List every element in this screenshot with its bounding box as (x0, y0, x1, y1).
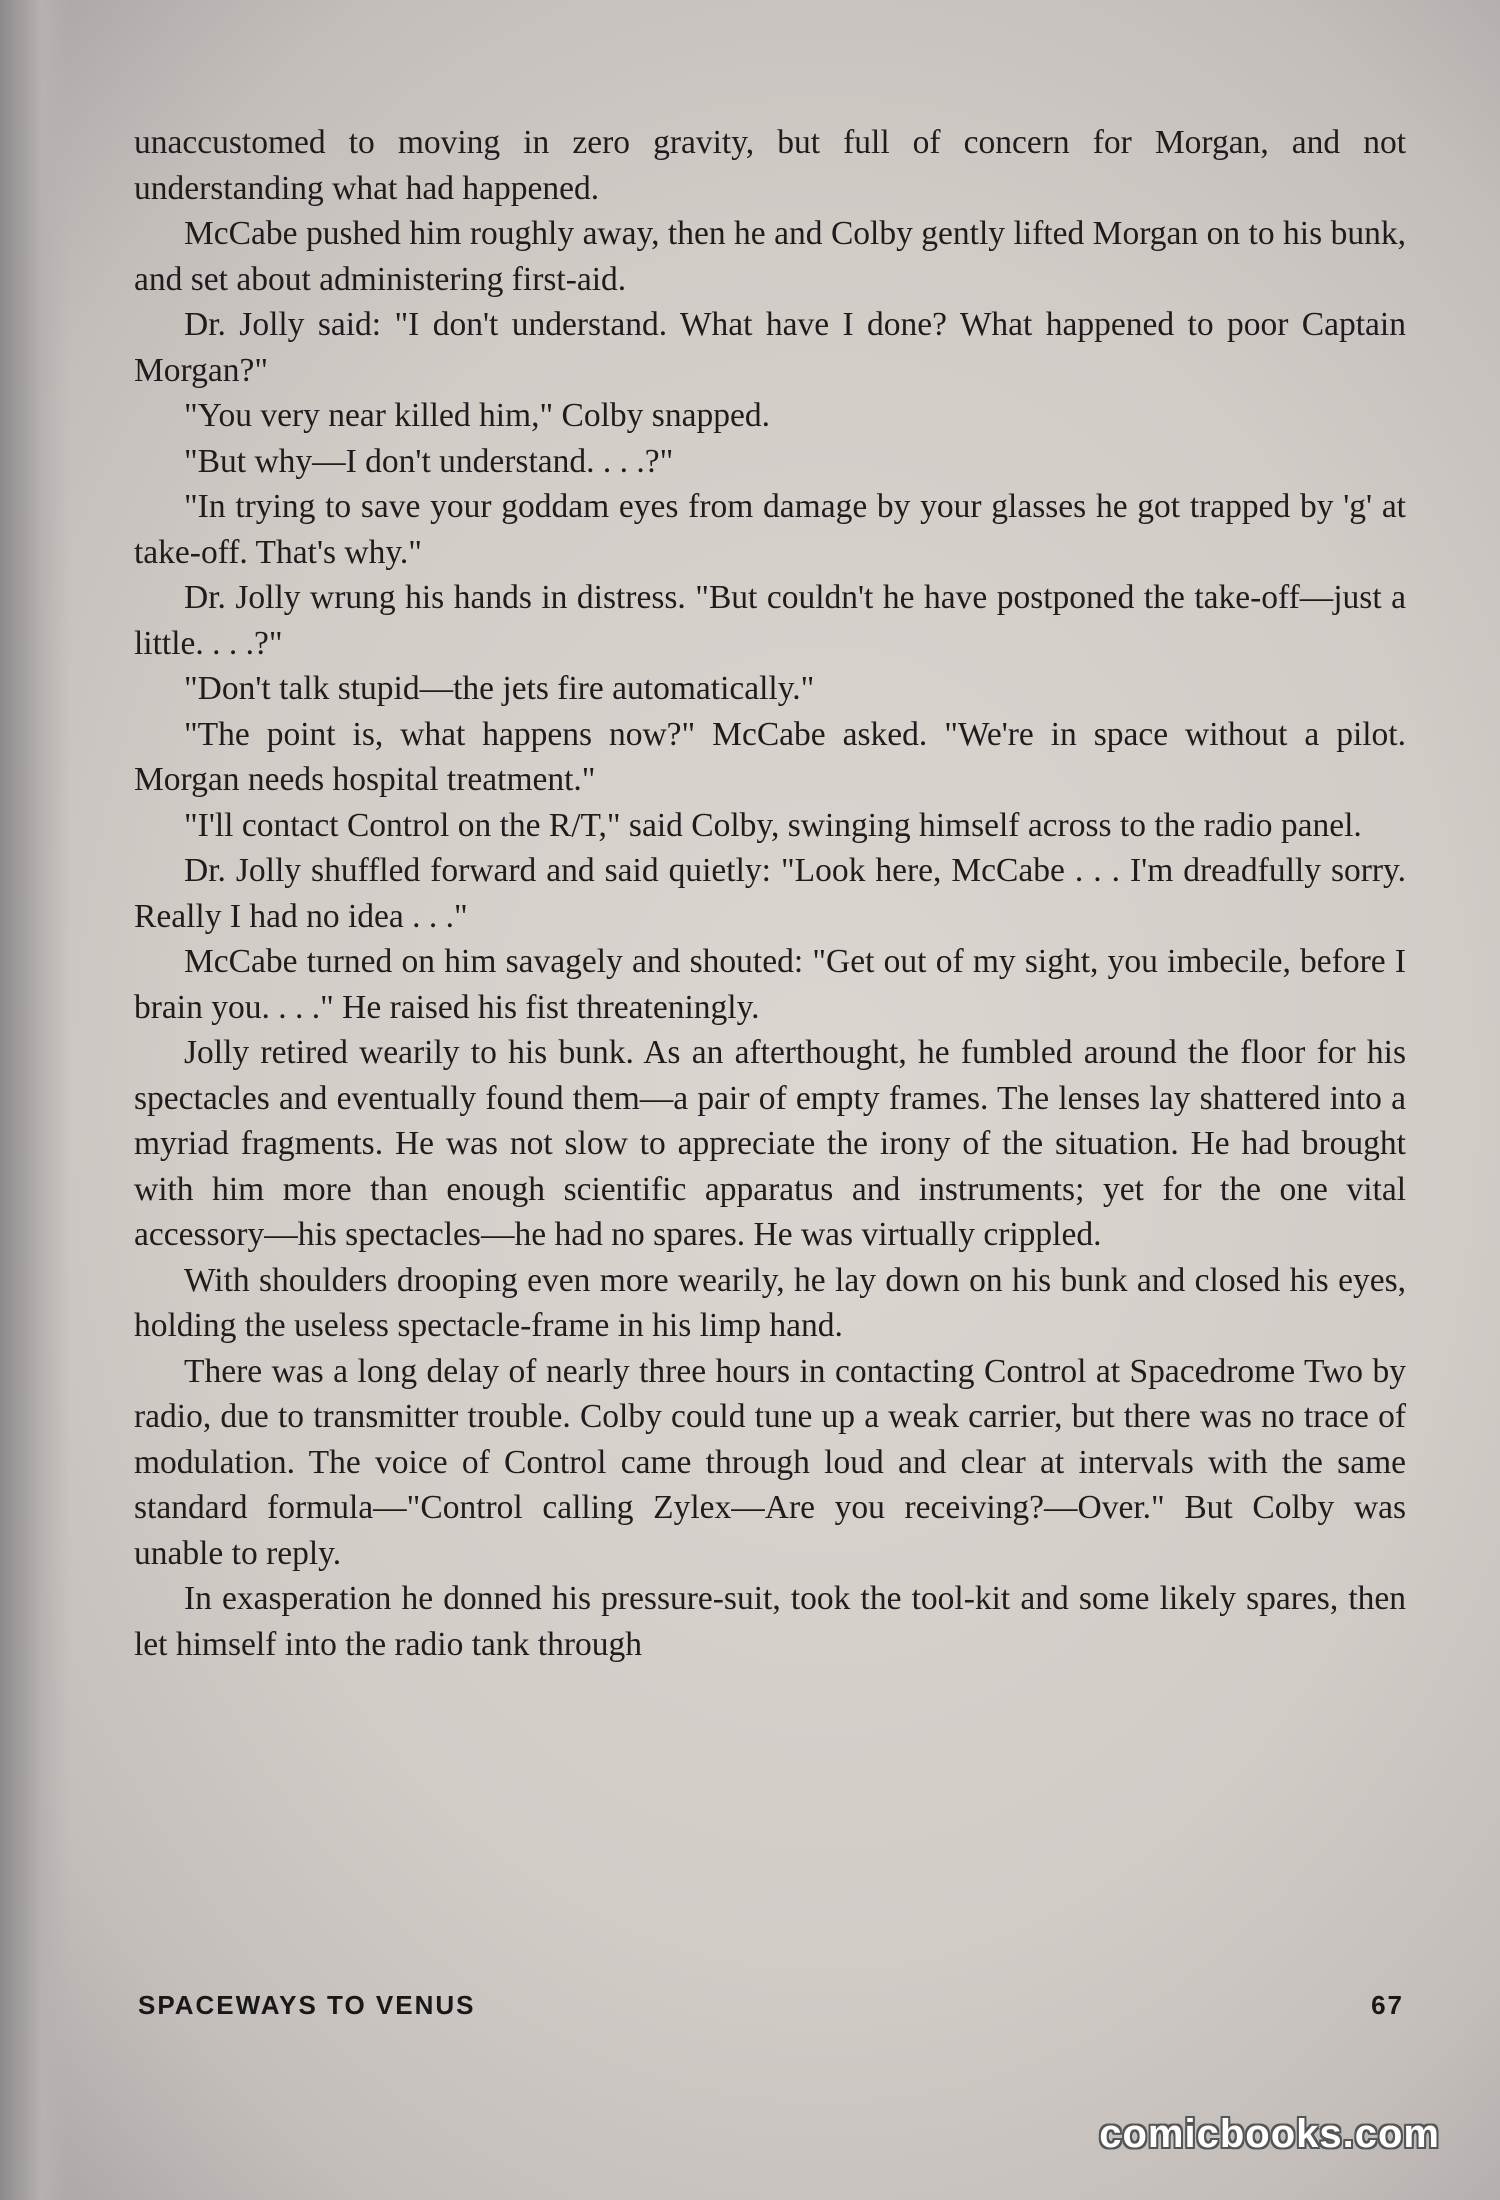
paragraph-15: There was a long delay of nearly three hours in contacting Control at Spacedrome Two by radio, due to transmitter trouble. Colby could tune up a weak carrier, but there was no trace of modulation. The voice of Control came through loud and clear at intervals with the same standard formula—"Control calling Zylex—Are you receiving?—Over." But Colby was unable to reply. (134, 1352, 1406, 1572)
paragraph-7: Dr. Jolly wrung his hands in distress. "But couldn't he have postponed the take-off—just a little. . . .?" (134, 579, 1406, 662)
paragraph-2: McCabe pushed him roughly away, then he and Colby gently lifted Morgan on to his bunk, and set about administering first-aid. (134, 215, 1406, 298)
paragraph-4: "You very near killed him," Colby snapped. (184, 397, 770, 434)
paragraph-10: "I'll contact Control on the R/T," said Colby, swinging himself across to the radio panel. (184, 806, 1362, 844)
paragraph-5: "But why—I don't understand. . . .?" (184, 442, 674, 480)
watermark: comicbooks.com (1099, 2112, 1440, 2156)
paragraph-14: With shoulders drooping even more wearily, he lay down on his bunk and closed his eyes, holding the useless spectacle-frame in his limp hand. (134, 1261, 1406, 1344)
running-title: SPACEWAYS TO VENUS (138, 1990, 476, 2020)
paragraph-12: McCabe turned on him savagely and shouted: "Get out of my sight, you imbecile, before I brain you. . . ." He raised his fist threateningly. (134, 943, 1406, 1026)
paragraph-3: Dr. Jolly said: "I don't understand. What have I done? What happened to poor Captain Morgan?" (134, 306, 1406, 389)
paragraph-13: Jolly retired wearily to his bunk. As an afterthought, he fumbled around the floor for his spectacles and eventually found them—a pair of empty frames. The lenses lay shattered into a myriad fragments. He was not slow to appreciate the irony of the situation. He had brought with him more than enough scientific apparatus and instruments; yet for the one vital accessory—his spectacles—he had no spares. He was virtually crippled. (134, 1034, 1406, 1253)
paragraph-6: "In trying to save your goddam eyes from damage by your glasses he got trapped by 'g' at take-off. That's why." (134, 488, 1406, 571)
body-text (134, 120, 1406, 1667)
page-number: 67 (1371, 1990, 1404, 2020)
paragraph-11: Dr. Jolly shuffled forward and said quietly: "Look here, McCabe . . . I'm dreadfully sorry. Really I had no idea . . ." (134, 852, 1406, 935)
paragraph-1: unaccustomed to moving in zero gravity, but full of concern for Morgan, and not understanding what had happened. (134, 124, 1406, 207)
paragraph-8: "Don't talk stupid—the jets fire automatically." (184, 670, 815, 707)
page-spine-shadow (0, 0, 70, 2200)
paragraph-16: In exasperation he donned his pressure-suit, took the tool-kit and some likely spares, then let himself into the radio tank through (134, 1580, 1406, 1663)
paragraph-9: "The point is, what happens now?" McCabe asked. "We're in space without a pilot. Morgan needs hospital treatment." (134, 715, 1406, 798)
